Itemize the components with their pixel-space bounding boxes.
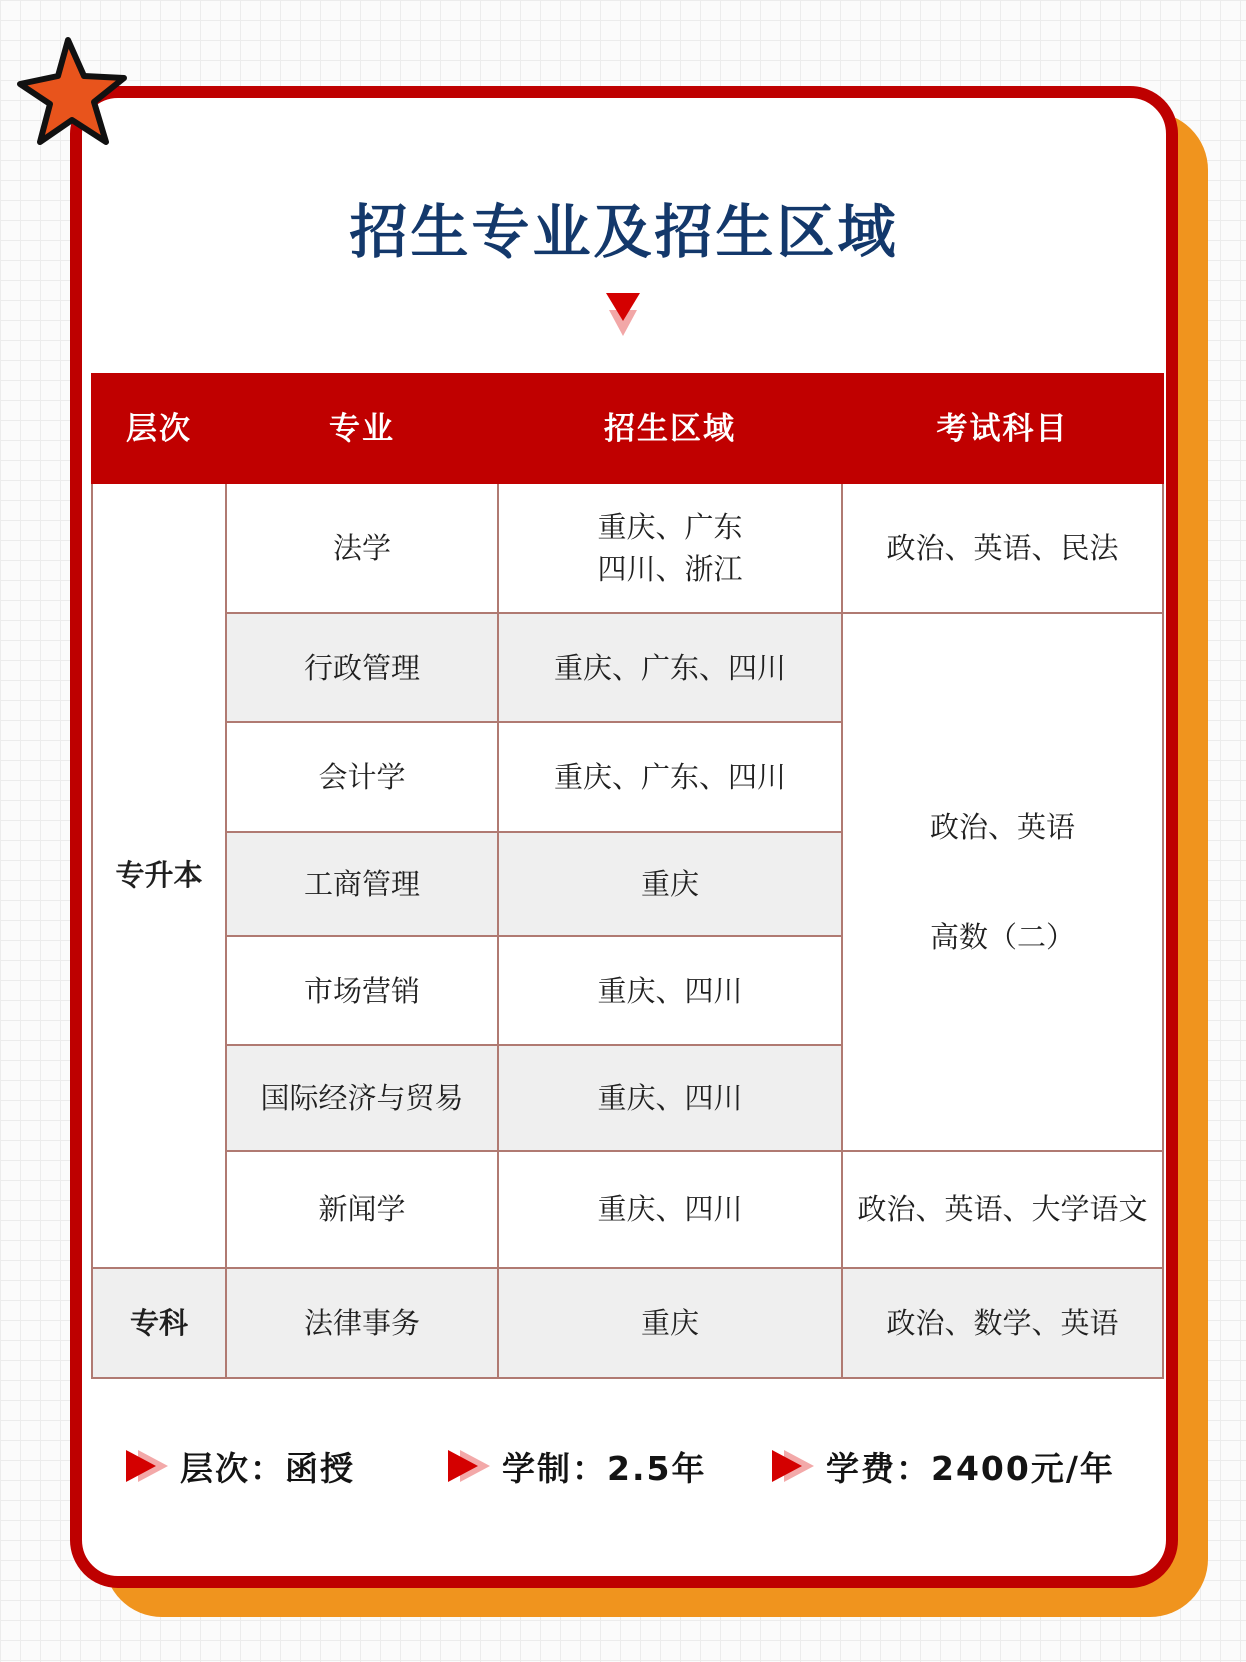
major-cell: 市场营销 — [226, 936, 498, 1044]
level-cell-zsb: 专升本 — [92, 483, 226, 1268]
play-arrow-icon — [446, 1446, 492, 1486]
region-cell: 重庆 — [498, 1268, 842, 1378]
subjects-line: 政治、英语 — [929, 810, 1075, 845]
major-cell: 新闻学 — [226, 1151, 498, 1267]
region-line: 重庆、广东 — [597, 510, 743, 545]
region-cell: 重庆、广东、四川 — [498, 613, 842, 721]
region-cell: 重庆、四川 — [498, 936, 842, 1044]
table-header-row — [92, 374, 1163, 483]
footer-fee — [770, 1436, 1115, 1496]
play-arrow-icon — [770, 1446, 816, 1486]
enrollment-table — [91, 373, 1164, 1379]
subjects-cell-shared — [842, 613, 1163, 1151]
footer-level — [124, 1436, 355, 1496]
region-cell: 重庆、四川 — [498, 1151, 842, 1267]
region-cell: 重庆、广东、四川 — [498, 722, 842, 832]
header-major: 专业 — [226, 374, 498, 483]
major-cell: 法律事务 — [226, 1268, 498, 1378]
subjects-cell: 政治、英语、大学语文 — [842, 1151, 1163, 1267]
table-row — [92, 1268, 1163, 1378]
subjects-cell: 政治、英语、民法 — [842, 483, 1163, 613]
table-row — [92, 483, 1163, 613]
major-cell: 国际经济与贸易 — [226, 1045, 498, 1151]
subjects-line: 高数（二） — [929, 920, 1075, 955]
region-cell — [498, 483, 842, 613]
region-cell: 重庆、四川 — [498, 1045, 842, 1151]
level-cell-zk: 专科 — [92, 1268, 226, 1378]
table-row — [92, 613, 1163, 721]
major-cell: 法学 — [226, 483, 498, 613]
footer-duration-text: 学制：2.5年 — [502, 1448, 707, 1488]
footer-info — [124, 1436, 1144, 1496]
header-subjects: 考试科目 — [842, 374, 1163, 483]
header-region: 招生区域 — [498, 374, 842, 483]
region-line: 四川、浙江 — [597, 552, 743, 587]
major-cell: 会计学 — [226, 722, 498, 832]
down-arrow-icon — [603, 290, 643, 340]
play-arrow-icon — [124, 1446, 170, 1486]
footer-duration — [446, 1436, 706, 1496]
page-title: 招生专业及招生区域 — [349, 198, 899, 266]
footer-fee-text: 学费：2400元/年 — [826, 1448, 1115, 1488]
major-cell: 工商管理 — [226, 832, 498, 936]
footer-level-text: 层次：函授 — [180, 1448, 355, 1488]
subjects-cell: 政治、数学、英语 — [842, 1268, 1163, 1378]
major-cell: 行政管理 — [226, 613, 498, 721]
region-cell: 重庆 — [498, 832, 842, 936]
table-row — [92, 1151, 1163, 1267]
header-level: 层次 — [92, 374, 226, 483]
star-icon — [14, 34, 138, 154]
